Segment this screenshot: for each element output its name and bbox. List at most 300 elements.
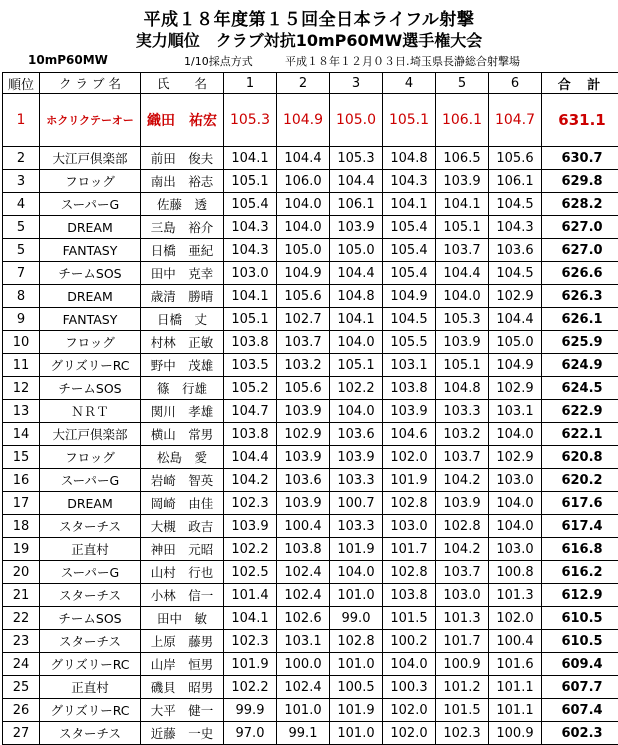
series-header: 6 bbox=[489, 73, 542, 94]
series-score-cell: 103.0 bbox=[383, 515, 436, 538]
series-score-cell: 105.0 bbox=[489, 331, 542, 354]
club-cell: グリズリーRC bbox=[40, 699, 141, 722]
name-cell: 神田 元昭 bbox=[141, 538, 224, 561]
rank-cell: 3 bbox=[3, 170, 40, 193]
series-score-cell: 104.4 bbox=[224, 446, 277, 469]
series-score-cell: 103.0 bbox=[224, 262, 277, 285]
rank-cell: 22 bbox=[3, 607, 40, 630]
table-row bbox=[3, 492, 618, 515]
series-score-cell: 104.0 bbox=[277, 193, 330, 216]
club-cell: FANTASY bbox=[40, 239, 141, 262]
name-cell: 岡崎 由佳 bbox=[141, 492, 224, 515]
table-row bbox=[3, 331, 618, 354]
series-score-cell: 100.4 bbox=[489, 630, 542, 653]
rank-cell: 12 bbox=[3, 377, 40, 400]
table-row bbox=[3, 561, 618, 584]
total-cell: 627.0 bbox=[542, 239, 618, 262]
page-header bbox=[0, 0, 618, 72]
rank-cell: 16 bbox=[3, 469, 40, 492]
total-cell: 626.3 bbox=[542, 285, 618, 308]
series-score-cell: 102.3 bbox=[436, 722, 489, 745]
series-score-cell: 104.4 bbox=[489, 308, 542, 331]
series-score-cell: 101.6 bbox=[489, 653, 542, 676]
name-cell: 大平 健一 bbox=[141, 699, 224, 722]
series-score-cell: 101.1 bbox=[489, 699, 542, 722]
club-cell: グリズリーRC bbox=[40, 354, 141, 377]
name-cell: 村林 正敏 bbox=[141, 331, 224, 354]
series-score-cell: 102.9 bbox=[489, 377, 542, 400]
club-cell: 大江戸倶楽部 bbox=[40, 147, 141, 170]
name-cell: 前田 俊夫 bbox=[141, 147, 224, 170]
total-cell: 624.9 bbox=[542, 354, 618, 377]
series-score-cell: 104.1 bbox=[224, 147, 277, 170]
series-score-cell: 105.4 bbox=[383, 216, 436, 239]
series-score-cell: 105.0 bbox=[277, 239, 330, 262]
name-cell: 篠 行雄 bbox=[141, 377, 224, 400]
series-score-cell: 102.4 bbox=[277, 676, 330, 699]
name-cell: 関川 孝雄 bbox=[141, 400, 224, 423]
total-cell: 609.4 bbox=[542, 653, 618, 676]
series-score-cell: 104.0 bbox=[436, 285, 489, 308]
series-score-cell: 104.4 bbox=[277, 147, 330, 170]
rank-cell: 14 bbox=[3, 423, 40, 446]
name-cell: 日橋 亜紀 bbox=[141, 239, 224, 262]
total-cell: 625.9 bbox=[542, 331, 618, 354]
series-score-cell: 106.1 bbox=[330, 193, 383, 216]
series-score-cell: 99.9 bbox=[224, 699, 277, 722]
name-cell: 佐藤 透 bbox=[141, 193, 224, 216]
total-cell: 628.2 bbox=[542, 193, 618, 216]
club-cell: スーパーG bbox=[40, 469, 141, 492]
club-cell: スターチス bbox=[40, 584, 141, 607]
series-score-cell: 102.0 bbox=[383, 446, 436, 469]
series-score-cell: 104.9 bbox=[489, 354, 542, 377]
series-score-cell: 101.7 bbox=[436, 630, 489, 653]
series-score-cell: 103.8 bbox=[383, 377, 436, 400]
series-score-cell: 102.9 bbox=[277, 423, 330, 446]
series-score-cell: 100.2 bbox=[383, 630, 436, 653]
series-score-cell: 104.0 bbox=[489, 492, 542, 515]
rank-cell: 25 bbox=[3, 676, 40, 699]
club-cell: スターチス bbox=[40, 515, 141, 538]
series-score-cell: 105.1 bbox=[224, 170, 277, 193]
series-score-cell: 103.6 bbox=[489, 239, 542, 262]
series-score-cell: 102.8 bbox=[436, 515, 489, 538]
series-score-cell: 100.0 bbox=[277, 653, 330, 676]
series-score-cell: 97.0 bbox=[224, 722, 277, 745]
rank-cell: 11 bbox=[3, 354, 40, 377]
table-header-row bbox=[3, 73, 618, 94]
table-row bbox=[3, 538, 618, 561]
table-row bbox=[3, 239, 618, 262]
series-score-cell: 102.8 bbox=[383, 561, 436, 584]
series-score-cell: 104.9 bbox=[277, 262, 330, 285]
name-cell: 田中 克幸 bbox=[141, 262, 224, 285]
series-score-cell: 101.3 bbox=[489, 584, 542, 607]
series-score-cell: 101.0 bbox=[330, 653, 383, 676]
club-cell: ＮＲＴ bbox=[40, 400, 141, 423]
name-cell: 日橋 丈 bbox=[141, 308, 224, 331]
series-score-cell: 105.5 bbox=[383, 331, 436, 354]
table-row bbox=[3, 262, 618, 285]
table-row bbox=[3, 354, 618, 377]
table-row bbox=[3, 423, 618, 446]
series-score-cell: 100.8 bbox=[489, 561, 542, 584]
series-score-cell: 103.1 bbox=[277, 630, 330, 653]
series-score-cell: 103.6 bbox=[330, 423, 383, 446]
series-score-cell: 104.3 bbox=[489, 216, 542, 239]
series-score-cell: 105.0 bbox=[330, 239, 383, 262]
page-subtitle: 実力順位 クラブ対抗10mP60MW選手権大会 bbox=[0, 28, 618, 51]
name-cell: 山岸 恒男 bbox=[141, 653, 224, 676]
table-row bbox=[3, 400, 618, 423]
rank-cell: 7 bbox=[3, 262, 40, 285]
series-score-cell: 104.4 bbox=[436, 262, 489, 285]
series-score-cell: 101.9 bbox=[330, 538, 383, 561]
name-cell: 織田 祐宏 bbox=[141, 94, 224, 147]
table-row bbox=[3, 94, 618, 147]
series-score-cell: 104.3 bbox=[224, 216, 277, 239]
series-score-cell: 103.8 bbox=[224, 423, 277, 446]
rank-cell: 26 bbox=[3, 699, 40, 722]
series-score-cell: 104.7 bbox=[489, 94, 542, 147]
series-score-cell: 100.9 bbox=[489, 722, 542, 745]
rank-cell: 13 bbox=[3, 400, 40, 423]
total-cell: 610.5 bbox=[542, 607, 618, 630]
series-score-cell: 100.3 bbox=[383, 676, 436, 699]
series-score-cell: 103.7 bbox=[436, 561, 489, 584]
series-score-cell: 102.0 bbox=[489, 607, 542, 630]
series-score-cell: 103.1 bbox=[383, 354, 436, 377]
results-body bbox=[3, 94, 618, 745]
name-cell: 岩崎 智英 bbox=[141, 469, 224, 492]
series-score-cell: 103.8 bbox=[277, 538, 330, 561]
series-score-cell: 102.8 bbox=[383, 492, 436, 515]
series-score-cell: 103.7 bbox=[436, 446, 489, 469]
series-score-cell: 102.2 bbox=[224, 538, 277, 561]
table-row bbox=[3, 446, 618, 469]
series-score-cell: 103.9 bbox=[224, 515, 277, 538]
name-header: 氏 名 bbox=[141, 73, 224, 94]
table-row bbox=[3, 676, 618, 699]
series-score-cell: 103.0 bbox=[489, 469, 542, 492]
series-score-cell: 106.0 bbox=[277, 170, 330, 193]
series-score-cell: 104.4 bbox=[330, 170, 383, 193]
series-score-cell: 103.9 bbox=[436, 492, 489, 515]
name-cell: 南出 裕志 bbox=[141, 170, 224, 193]
series-score-cell: 104.0 bbox=[277, 216, 330, 239]
total-cell: 631.1 bbox=[542, 94, 618, 147]
total-cell: 627.0 bbox=[542, 216, 618, 239]
series-score-cell: 104.1 bbox=[224, 607, 277, 630]
club-cell: 正直村 bbox=[40, 538, 141, 561]
rank-cell: 2 bbox=[3, 147, 40, 170]
series-score-cell: 103.7 bbox=[436, 239, 489, 262]
series-score-cell: 104.1 bbox=[224, 285, 277, 308]
total-cell: 622.1 bbox=[542, 423, 618, 446]
series-score-cell: 105.6 bbox=[277, 285, 330, 308]
rank-cell: 19 bbox=[3, 538, 40, 561]
name-cell: 大槻 政吉 bbox=[141, 515, 224, 538]
series-score-cell: 102.9 bbox=[489, 446, 542, 469]
series-score-cell: 101.5 bbox=[383, 607, 436, 630]
name-cell: 山村 行也 bbox=[141, 561, 224, 584]
series-score-cell: 103.2 bbox=[436, 423, 489, 446]
series-score-cell: 103.9 bbox=[330, 446, 383, 469]
total-cell: 607.7 bbox=[542, 676, 618, 699]
series-score-cell: 103.5 bbox=[224, 354, 277, 377]
series-score-cell: 104.1 bbox=[330, 308, 383, 331]
rank-cell: 5 bbox=[3, 239, 40, 262]
total-cell: 626.6 bbox=[542, 262, 618, 285]
series-score-cell: 104.0 bbox=[330, 331, 383, 354]
series-score-cell: 102.0 bbox=[383, 699, 436, 722]
series-score-cell: 101.4 bbox=[224, 584, 277, 607]
series-score-cell: 105.4 bbox=[224, 193, 277, 216]
series-score-cell: 102.5 bbox=[224, 561, 277, 584]
name-cell: 横山 常男 bbox=[141, 423, 224, 446]
total-cell: 616.2 bbox=[542, 561, 618, 584]
series-score-cell: 104.6 bbox=[383, 423, 436, 446]
event-name: 10mP60MW bbox=[28, 53, 108, 67]
club-cell: スーパーG bbox=[40, 561, 141, 584]
total-cell: 620.8 bbox=[542, 446, 618, 469]
series-score-cell: 99.1 bbox=[277, 722, 330, 745]
series-score-cell: 101.0 bbox=[330, 722, 383, 745]
series-score-cell: 104.0 bbox=[330, 561, 383, 584]
rank-cell: 21 bbox=[3, 584, 40, 607]
series-score-cell: 102.9 bbox=[489, 285, 542, 308]
series-score-cell: 103.3 bbox=[330, 469, 383, 492]
series-score-cell: 104.7 bbox=[224, 400, 277, 423]
series-score-cell: 103.9 bbox=[277, 400, 330, 423]
club-cell: ホクリクテーオー bbox=[40, 94, 141, 147]
club-cell: チームSOS bbox=[40, 262, 141, 285]
series-score-cell: 102.3 bbox=[224, 630, 277, 653]
series-score-cell: 105.1 bbox=[383, 94, 436, 147]
rank-header: 順位 bbox=[3, 73, 40, 94]
series-score-cell: 101.2 bbox=[436, 676, 489, 699]
series-score-cell: 101.9 bbox=[224, 653, 277, 676]
series-header: 1 bbox=[224, 73, 277, 94]
table-row bbox=[3, 699, 618, 722]
event-date: 平成１８年１２月０３日. bbox=[285, 53, 410, 69]
series-score-cell: 106.5 bbox=[436, 147, 489, 170]
name-cell: 歳清 勝晴 bbox=[141, 285, 224, 308]
series-score-cell: 101.9 bbox=[383, 469, 436, 492]
table-row bbox=[3, 377, 618, 400]
series-score-cell: 104.0 bbox=[489, 515, 542, 538]
series-score-cell: 101.7 bbox=[383, 538, 436, 561]
total-header: 合 計 bbox=[542, 73, 618, 94]
total-cell: 630.7 bbox=[542, 147, 618, 170]
series-score-cell: 104.2 bbox=[436, 469, 489, 492]
series-score-cell: 104.5 bbox=[383, 308, 436, 331]
total-cell: 622.9 bbox=[542, 400, 618, 423]
total-cell: 617.4 bbox=[542, 515, 618, 538]
series-score-cell: 103.9 bbox=[330, 216, 383, 239]
page-title: 平成１８年度第１５回全日本ライフル射撃 bbox=[0, 5, 618, 30]
total-cell: 624.5 bbox=[542, 377, 618, 400]
rank-cell: 4 bbox=[3, 193, 40, 216]
table-row bbox=[3, 285, 618, 308]
total-cell: 617.6 bbox=[542, 492, 618, 515]
club-cell: DREAM bbox=[40, 216, 141, 239]
table-row bbox=[3, 170, 618, 193]
series-score-cell: 103.8 bbox=[383, 584, 436, 607]
series-header: 3 bbox=[330, 73, 383, 94]
rank-cell: 10 bbox=[3, 331, 40, 354]
total-cell: 626.1 bbox=[542, 308, 618, 331]
series-score-cell: 103.1 bbox=[489, 400, 542, 423]
rank-cell: 20 bbox=[3, 561, 40, 584]
series-score-cell: 106.1 bbox=[436, 94, 489, 147]
series-score-cell: 104.5 bbox=[489, 193, 542, 216]
series-score-cell: 102.8 bbox=[330, 630, 383, 653]
total-cell: 629.8 bbox=[542, 170, 618, 193]
series-score-cell: 103.9 bbox=[436, 331, 489, 354]
series-score-cell: 104.5 bbox=[489, 262, 542, 285]
name-cell: 野中 茂雄 bbox=[141, 354, 224, 377]
meta-line bbox=[0, 52, 618, 70]
name-cell: 田中 敏 bbox=[141, 607, 224, 630]
table-row bbox=[3, 216, 618, 239]
table-row bbox=[3, 630, 618, 653]
series-score-cell: 104.2 bbox=[224, 469, 277, 492]
series-score-cell: 104.4 bbox=[330, 262, 383, 285]
series-score-cell: 105.6 bbox=[277, 377, 330, 400]
series-score-cell: 105.1 bbox=[436, 216, 489, 239]
series-score-cell: 102.3 bbox=[224, 492, 277, 515]
series-score-cell: 103.9 bbox=[277, 446, 330, 469]
table-row bbox=[3, 722, 618, 745]
series-score-cell: 103.8 bbox=[224, 331, 277, 354]
club-cell: 正直村 bbox=[40, 676, 141, 699]
name-cell: 三島 裕介 bbox=[141, 216, 224, 239]
table-row bbox=[3, 147, 618, 170]
rank-cell: 1 bbox=[3, 94, 40, 147]
name-cell: 磯貝 昭男 bbox=[141, 676, 224, 699]
series-score-cell: 99.0 bbox=[330, 607, 383, 630]
name-cell: 上原 藤男 bbox=[141, 630, 224, 653]
series-score-cell: 103.9 bbox=[436, 170, 489, 193]
series-score-cell: 104.8 bbox=[330, 285, 383, 308]
rank-cell: 18 bbox=[3, 515, 40, 538]
series-score-cell: 101.5 bbox=[436, 699, 489, 722]
series-score-cell: 102.4 bbox=[277, 561, 330, 584]
series-score-cell: 100.7 bbox=[330, 492, 383, 515]
series-score-cell: 100.4 bbox=[277, 515, 330, 538]
table-row bbox=[3, 515, 618, 538]
series-score-cell: 103.3 bbox=[436, 400, 489, 423]
series-score-cell: 104.1 bbox=[436, 193, 489, 216]
club-cell: スターチス bbox=[40, 630, 141, 653]
series-score-cell: 102.0 bbox=[383, 722, 436, 745]
series-score-cell: 103.6 bbox=[277, 469, 330, 492]
series-score-cell: 103.0 bbox=[436, 584, 489, 607]
total-cell: 602.3 bbox=[542, 722, 618, 745]
club-cell: チームSOS bbox=[40, 377, 141, 400]
club-cell: フロッグ bbox=[40, 331, 141, 354]
club-cell: DREAM bbox=[40, 285, 141, 308]
series-score-cell: 104.0 bbox=[330, 400, 383, 423]
rank-cell: 8 bbox=[3, 285, 40, 308]
results-table bbox=[2, 72, 618, 745]
scoring-method: 1/10採点方式 bbox=[184, 53, 253, 69]
series-score-cell: 100.9 bbox=[436, 653, 489, 676]
series-score-cell: 100.5 bbox=[330, 676, 383, 699]
rank-cell: 15 bbox=[3, 446, 40, 469]
series-score-cell: 104.9 bbox=[383, 285, 436, 308]
series-score-cell: 105.6 bbox=[489, 147, 542, 170]
series-score-cell: 101.0 bbox=[277, 699, 330, 722]
table-row bbox=[3, 469, 618, 492]
series-header: 4 bbox=[383, 73, 436, 94]
series-score-cell: 105.4 bbox=[383, 239, 436, 262]
series-score-cell: 106.1 bbox=[489, 170, 542, 193]
event-venue: 埼玉県長瀞総合射撃場 bbox=[410, 53, 520, 69]
total-cell: 616.8 bbox=[542, 538, 618, 561]
series-score-cell: 105.3 bbox=[436, 308, 489, 331]
club-cell: 大江戸倶楽部 bbox=[40, 423, 141, 446]
series-score-cell: 101.3 bbox=[436, 607, 489, 630]
series-score-cell: 104.0 bbox=[489, 423, 542, 446]
series-score-cell: 104.1 bbox=[383, 193, 436, 216]
series-score-cell: 104.3 bbox=[383, 170, 436, 193]
total-cell: 612.9 bbox=[542, 584, 618, 607]
club-cell: スーパーG bbox=[40, 193, 141, 216]
total-cell: 620.2 bbox=[542, 469, 618, 492]
series-score-cell: 104.8 bbox=[383, 147, 436, 170]
club-cell: フロッグ bbox=[40, 170, 141, 193]
series-score-cell: 103.9 bbox=[383, 400, 436, 423]
series-score-cell: 104.2 bbox=[436, 538, 489, 561]
series-score-cell: 101.1 bbox=[489, 676, 542, 699]
rank-cell: 17 bbox=[3, 492, 40, 515]
name-cell: 小林 信一 bbox=[141, 584, 224, 607]
total-cell: 607.4 bbox=[542, 699, 618, 722]
series-score-cell: 105.2 bbox=[224, 377, 277, 400]
club-cell: グリズリーRC bbox=[40, 653, 141, 676]
name-cell: 近藤 一史 bbox=[141, 722, 224, 745]
series-score-cell: 102.4 bbox=[277, 584, 330, 607]
table-row bbox=[3, 308, 618, 331]
table-row bbox=[3, 653, 618, 676]
series-score-cell: 101.9 bbox=[330, 699, 383, 722]
club-cell: フロッグ bbox=[40, 446, 141, 469]
rank-cell: 27 bbox=[3, 722, 40, 745]
series-score-cell: 102.2 bbox=[330, 377, 383, 400]
series-score-cell: 104.0 bbox=[383, 653, 436, 676]
series-score-cell: 101.0 bbox=[330, 584, 383, 607]
rank-cell: 5 bbox=[3, 216, 40, 239]
series-header: 2 bbox=[277, 73, 330, 94]
rank-cell: 23 bbox=[3, 630, 40, 653]
series-score-cell: 104.3 bbox=[224, 239, 277, 262]
table-row bbox=[3, 607, 618, 630]
club-header: ク ラ ブ 名 bbox=[40, 73, 141, 94]
series-score-cell: 102.2 bbox=[224, 676, 277, 699]
series-score-cell: 105.1 bbox=[224, 308, 277, 331]
series-score-cell: 103.3 bbox=[330, 515, 383, 538]
series-header: 5 bbox=[436, 73, 489, 94]
club-cell: DREAM bbox=[40, 492, 141, 515]
total-cell: 610.5 bbox=[542, 630, 618, 653]
series-score-cell: 102.6 bbox=[277, 607, 330, 630]
series-score-cell: 104.8 bbox=[436, 377, 489, 400]
series-score-cell: 105.1 bbox=[436, 354, 489, 377]
series-score-cell: 103.7 bbox=[277, 331, 330, 354]
